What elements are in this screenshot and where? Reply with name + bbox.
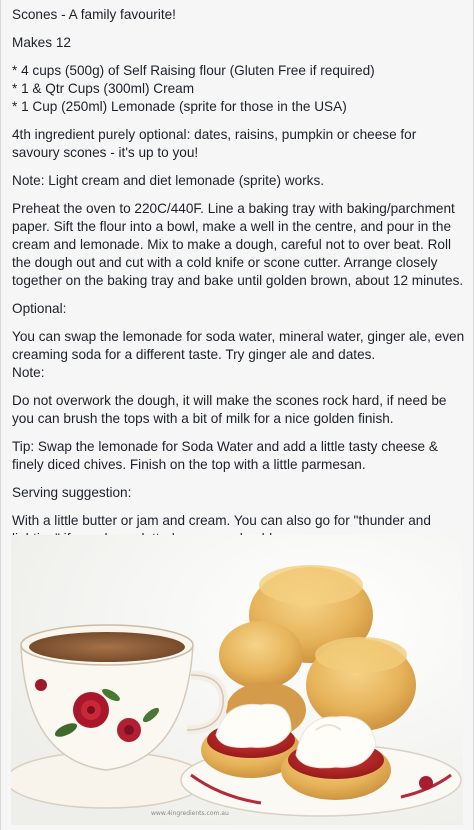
photo-watermark: www.4ingredients.com.au (151, 810, 229, 817)
serving-heading: Serving suggestion: (12, 485, 132, 500)
optional-ingredient: 4th ingredient purely optional: dates, raisins, pumpkin or cheese for savoury scones - it's up to you! (12, 127, 417, 160)
note-text: Do not overwork the dough, it will make the scones rock hard, if need be you can brush the tops with a bit of milk for a nice golden finish. (12, 393, 447, 426)
ingredient-item: * 4 cups (500g) of Self Raising flour (Gluten Free if required) (12, 63, 375, 78)
optional-heading: Optional: (12, 301, 67, 316)
tip-text: Tip: Swap the lemonade for Soda Water and add a little tasty cheese & finely diced chives. Finish on the top with a little parmesan. (12, 439, 438, 472)
tea (29, 632, 185, 662)
recipe-yield: Makes 12 (12, 35, 71, 50)
recipe-text (12, 0, 467, 576)
ingredient-item: * 1 Cup (250ml) Lemonade (sprite for those in the USA) (12, 99, 347, 114)
serving-text: With a little butter or jam and cream. You can also go for "thunder and (12, 513, 431, 528)
note-heading: Note: (12, 365, 45, 380)
scones-photo[interactable] (11, 535, 463, 825)
note-light: Note: Light cream and diet lemonade (sprite) works. (12, 173, 325, 188)
ingredient-list (12, 62, 467, 116)
ingredient-item: * 1 & Qtr Cups (300ml) Cream (12, 81, 195, 96)
recipe-title: Scones - A family favourite! (12, 7, 176, 22)
scones-illustration (11, 535, 463, 825)
optional-text: You can swap the lemonade for soda water, mineral water, ginger ale, even creaming soda for a different taste. Try ginger ale and dates. (12, 329, 465, 362)
method-text: Preheat the oven to 220C/440F. Line a baking tray with baking/parchment paper. Sift the flour into a bowl, make a well in the centre, and pour in the cream and lemonade. Mix to make a dough, careful not to over beat. Roll the dough out and cut with a cold knife or scone cutter. Arrange closely together on the baking tray and bake until golden brown, about 12 minutes. (12, 201, 464, 288)
